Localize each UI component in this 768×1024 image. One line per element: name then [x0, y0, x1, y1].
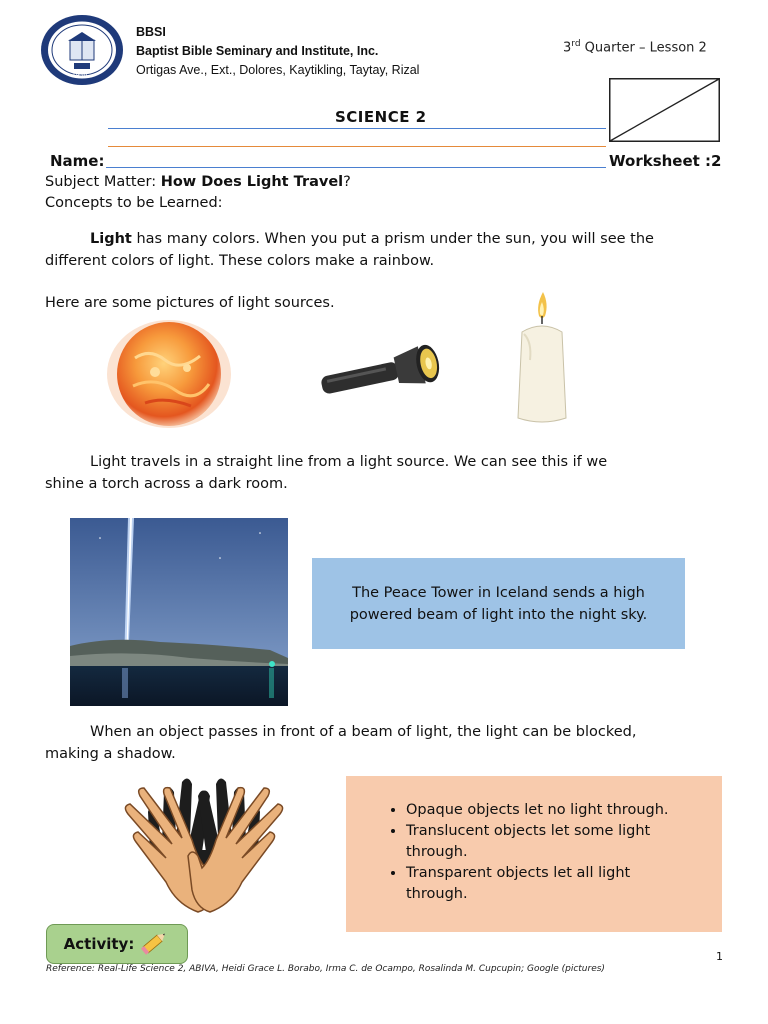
name-field-line[interactable] — [106, 167, 606, 168]
title-underline-orange — [108, 146, 606, 147]
peace-tower-caption-line2: powered beam of light into the night sky. — [349, 606, 648, 623]
travel-paragraph: Light travels in a straight line from a light source. We can see this if we shine a torch across a dark room. — [45, 454, 608, 492]
bullet-translucent: • Translucent objects let some light through. — [406, 821, 722, 863]
shadow-paragraph: When an object passes in front of a beam of light, the light can be blocked, making a shadow. — [45, 724, 637, 762]
school-abbr: BBSI — [136, 25, 166, 39]
school-name: Baptist Bible Seminary and Institute, Inc. — [136, 44, 379, 58]
peace-tower-image — [70, 518, 288, 706]
name-label: Name: — [50, 152, 105, 170]
peace-tower-caption-line1: The Peace Tower in Iceland sends a high — [352, 584, 645, 601]
score-box — [609, 78, 720, 142]
sources-intro: Here are some pictures of light sources. — [45, 295, 335, 311]
activity-label: Activity: — [63, 935, 135, 953]
pencil-icon — [140, 927, 170, 961]
transparency-bullets-box — [346, 776, 722, 932]
candle-image — [512, 290, 572, 425]
hand-shadow-image — [88, 772, 320, 918]
flashlight-image — [312, 342, 454, 398]
logo-year: 1930 — [72, 72, 88, 79]
page-number: 1 — [716, 950, 723, 963]
school-logo — [40, 14, 124, 86]
sun-image — [105, 318, 233, 430]
bullet-transparent: • Transparent objects let all light through. — [406, 863, 722, 905]
reference-note: Reference: Real-Life Science 2, ABIVA, Heidi Grace L. Borabo, Irma C. de Ocampo, Rosalinda M. Cupcupin; Google (pictures) — [46, 964, 605, 974]
quarter-lesson: 3rd Quarter – Lesson 2 — [563, 39, 707, 56]
activity-tag — [46, 924, 188, 964]
school-header — [136, 24, 419, 78]
light-paragraph: Light has many colors. When you put a prism under the sun, you will see the different colors of light. These colors make a rainbow. — [45, 231, 654, 269]
bullet-list — [346, 776, 722, 905]
subject-matter: Subject Matter: How Does Light Travel? — [45, 174, 351, 190]
page-title: SCIENCE 2 — [335, 108, 427, 126]
peace-tower-caption-box — [312, 558, 685, 649]
concepts-label: Concepts to be Learned: — [45, 195, 223, 211]
title-underline-blue — [108, 128, 606, 129]
school-address: Ortigas Ave., Ext., Dolores, Kaytikling, Taytay, Rizal — [136, 63, 420, 77]
bullet-opaque: • Opaque objects let no light through. — [406, 800, 722, 821]
worksheet-label: Worksheet :2 — [609, 152, 722, 170]
